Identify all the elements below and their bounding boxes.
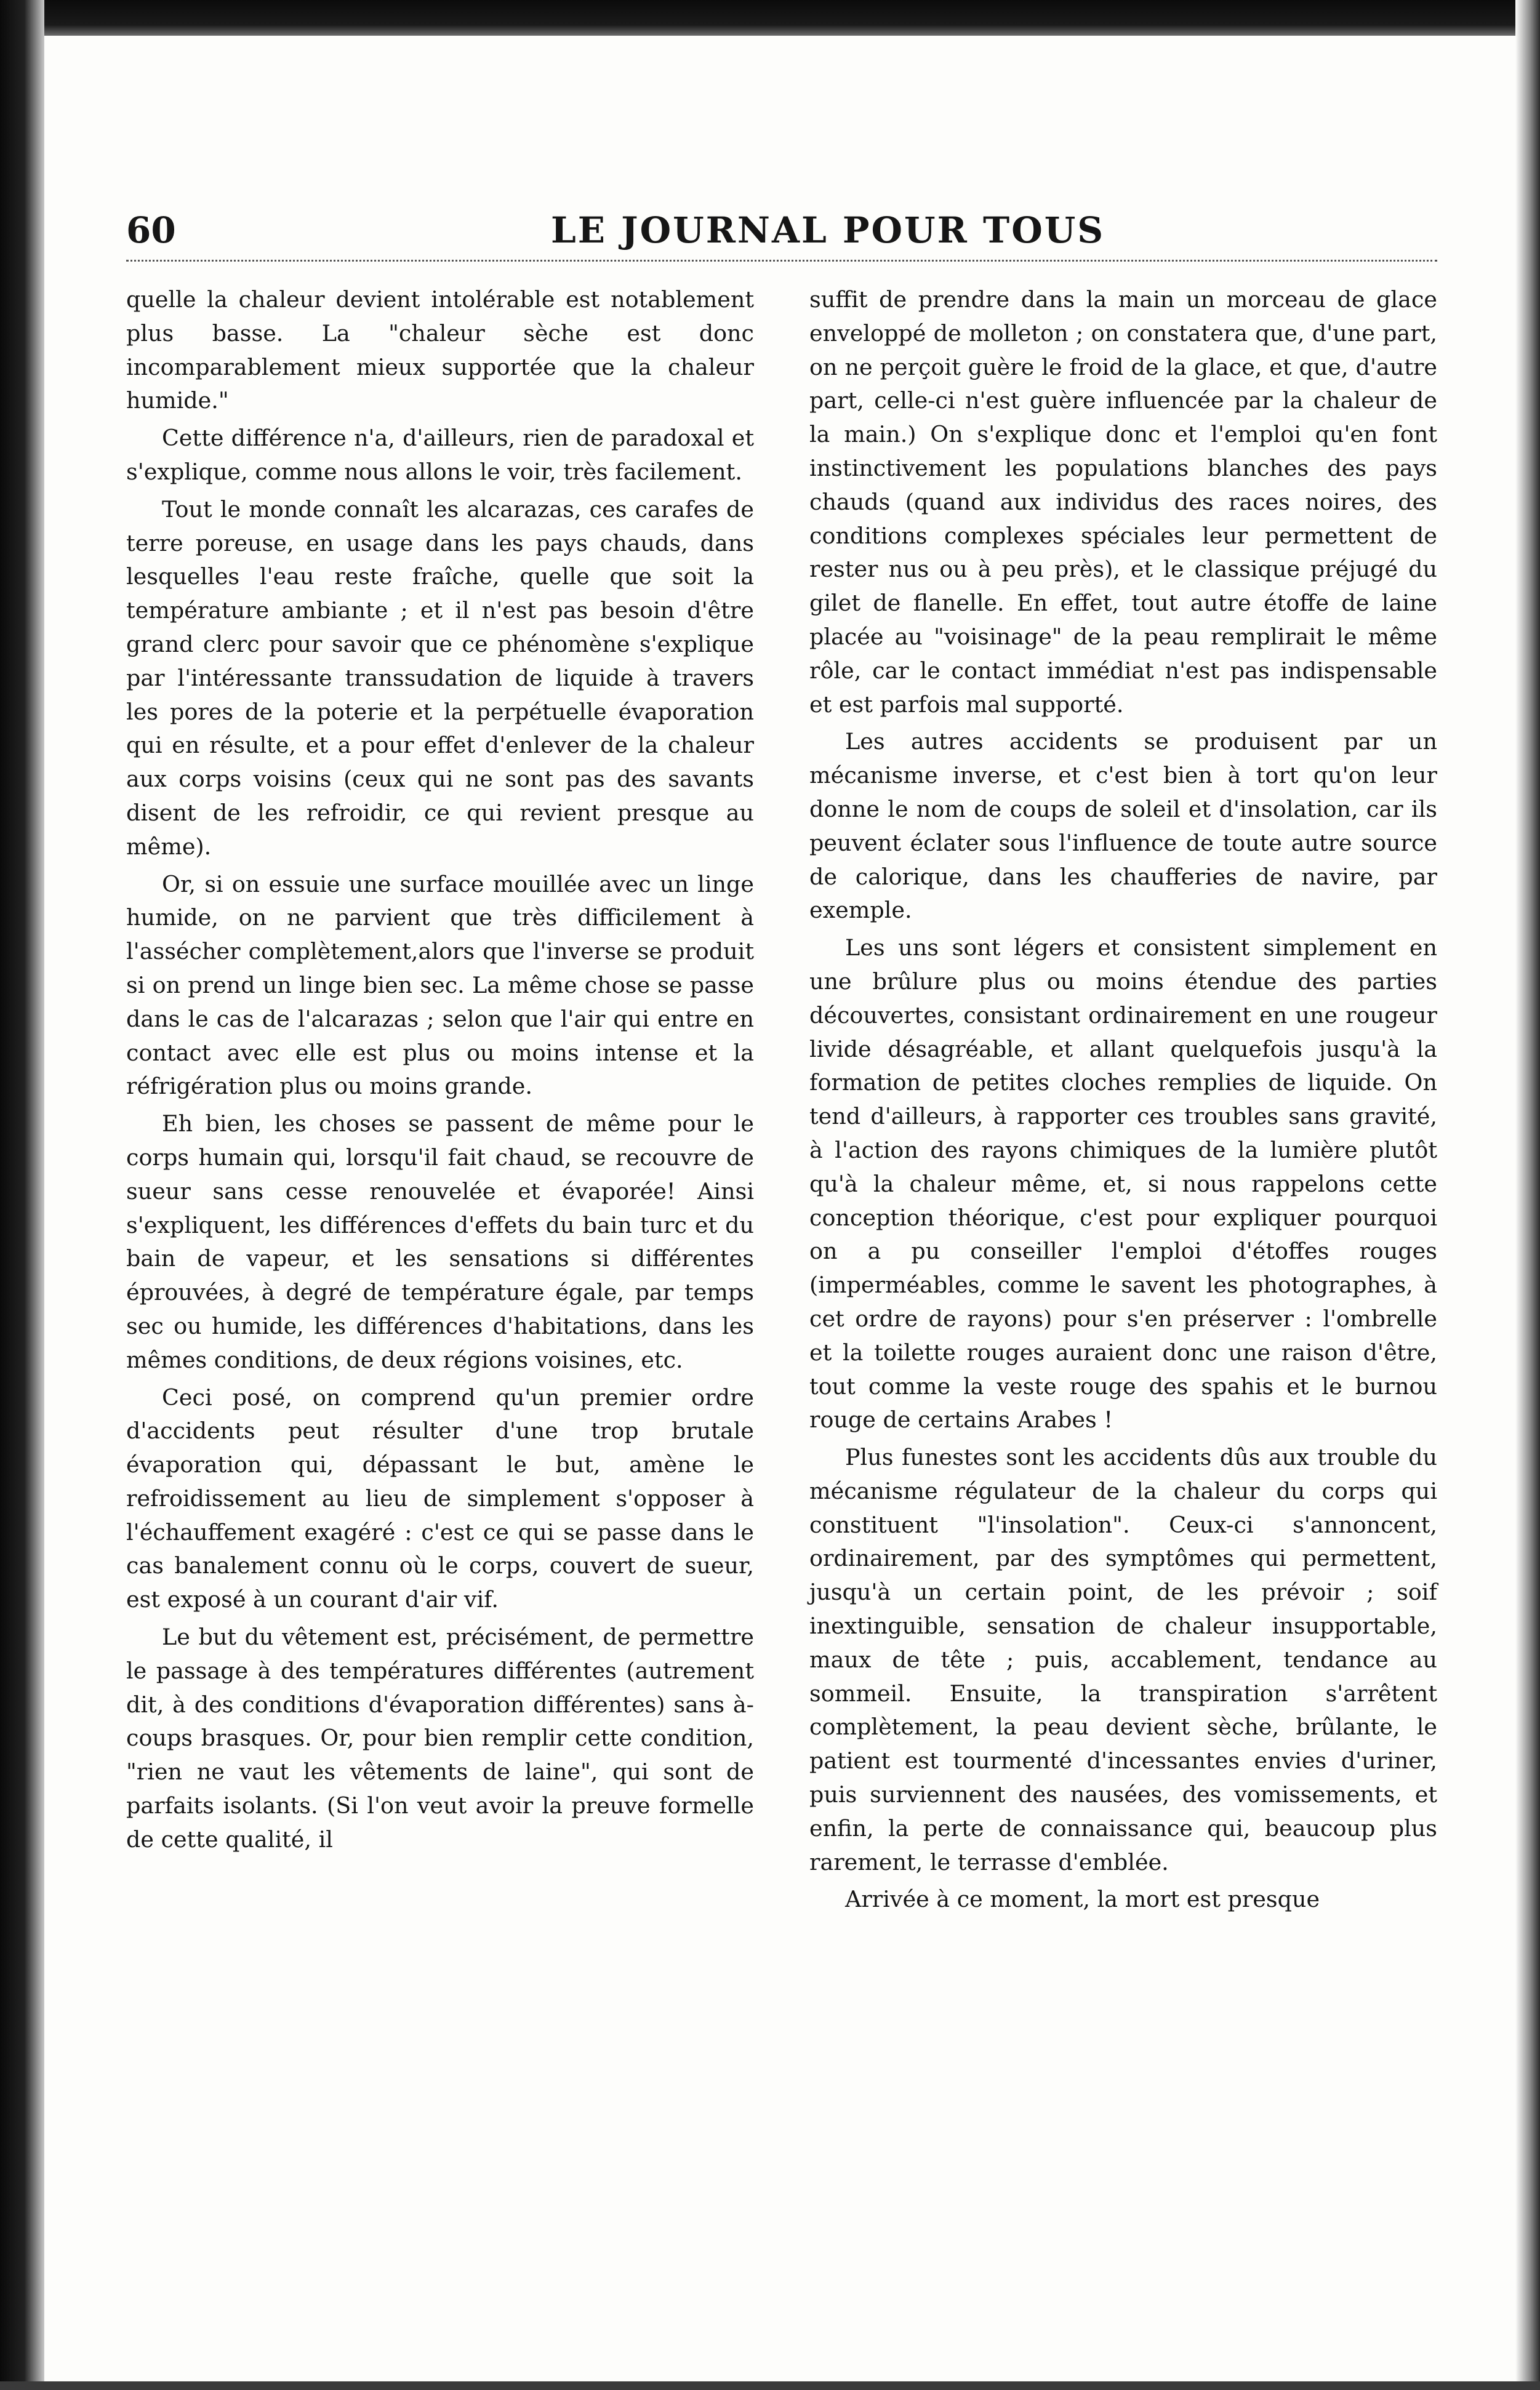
journal-page <box>126 209 1437 1913</box>
paragraph: Cette différence n'a, d'ailleurs, rien de paradoxal et s'explique, comme nous allons le voir, très facilement. <box>126 425 754 485</box>
paragraph: Eh bien, les choses se passent de même pour le corps humain qui, lorsqu'il fait chaud, se recouvre de sueur sans cesse renouvelée et évaporée! Ainsi s'expliquent, les différences d'effets du bain turc et du bain de vapeur, et les sensations si différentes éprouvées, à degré de température égale, par temps sec ou humide, les différences d'habitations, dans les mêmes conditions, de deux régions voisines, etc. <box>126 1110 754 1373</box>
paragraph: quelle la chaleur devient intolérable est notablement plus basse. La "chaleur sèche est donc incomparablement mieux supportée que la chaleur humide." <box>126 286 754 414</box>
paragraph: Or, si on essuie une surface mouillée avec un linge humide, on ne parvient que très difficilement à l'assécher complètement,alors que l'inverse se produit si on prend un linge bien sec. La même chose se passe dans le cas de l'alcarazas ; selon que l'air qui entre en contact avec elle est plus ou moins intense et la réfrigération plus ou moins grande. <box>126 870 754 1100</box>
header-rule <box>126 260 1437 262</box>
right-column <box>809 283 1437 1920</box>
paragraph: Les autres accidents se produisent par un mécanisme inverse, et c'est bien à tort qu'on leur donne le nom de coups de soleil et d'insolation, car ils peuvent éclater sous l'influence de toute autre source de calorique, dans les chaufferies de navire, par exemple. <box>809 728 1437 924</box>
page-header <box>126 209 1437 252</box>
journal-title: LE JOURNAL POUR TOUS <box>551 209 1105 251</box>
scan-border-top <box>0 0 1540 36</box>
scan-border-right <box>1515 0 1540 2390</box>
paragraph: Le but du vêtement est, précisément, de permettre le passage à des températures différentes (autrement dit, à des conditions d'évaporation différentes) sans à-coups brasques. Or, pour bien remplir cette condition, "rien ne vaut les vêtements de laine", qui sont de parfaits isolants. (Si l'on veut avoir la preuve formelle de cette qualité, il <box>126 1624 754 1853</box>
paragraph: Plus funestes sont les accidents dûs aux trouble du mécanisme régulateur de la chaleur du corps qui constituent "l'insolation". Ceux-ci s'annoncent, ordinairement, par des symptômes qui permettent, jusqu'à un certain point, de les prévoir ; soif inextinguible, sensation de chaleur insupportable, maux de tête ; puis, accablement, tendance au sommeil. Ensuite, la transpiration s'arrêtent complètement, la peau devient sèche, brûlante, le patient est tourmenté d'incessantes envies d'uriner, puis surviennent des nausées, des vomissements, et enfin, la perte de connaissance qui, beaucoup plus rarement, le terrasse d'emblée. <box>809 1444 1437 1875</box>
paragraph: Arrivée à ce moment, la mort est presque <box>845 1886 1320 1913</box>
paragraph: Les uns sont légers et consistent simplement en une brûlure plus ou moins étendue des parties découvertes, consistant ordinairement en une rougeur livide désagréable, et allant quelquefois jusqu'à la formation de petites cloches remplies de liquide. On tend d'ailleurs, à rapporter ces troubles sans gravité, à l'action des rayons chimiques de la lumière plutôt qu'à la chaleur même, et, si nous rappelons cette conception théorique, c'est pour expliquer pourquoi on a pu conseiller l'emploi d'étoffes rouges (imperméables, comme le savent les photographes, à cet ordre de rayons) pour s'en préserver : l'ombrelle et la toilette rouges auraient donc une raison d'être, tout comme la veste rouge des spahis et le burnou rouge de certains Arabes ! <box>809 934 1437 1434</box>
scan-border-left <box>0 0 44 2390</box>
scan-border-bottom <box>0 2381 1540 2390</box>
paragraph: suffit de prendre dans la main un morceau de glace enveloppé de molleton ; on constatera que, d'une part, on ne perçoit guère le froid de la glace, et que, d'autre part, celle-ci n'est guère influencée par la chaleur de la main.) On s'explique donc et l'emploi qu'en font instinctivement les populations blanches des pays chauds (quand aux individus des races noires, des conditions complexes spéciales leur permettent de rester nus ou à peu près), et le classique préjugé du gilet de flanelle. En effet, tout autre étoffe de laine placée au "voisinage" de la peau remplirait le même rôle, car le contact immédiat n'est pas indispensable et est parfois mal supporté. <box>809 286 1437 718</box>
paragraph: Tout le monde connaît les alcarazas, ces carafes de terre poreuse, en usage dans les pays chauds, dans lesquelles l'eau reste fraîche, quelle que soit la température ambiante ; et il n'est pas besoin d'être grand clerc pour savoir que ce phénomène s'explique par l'intéressante transsudation de liquide à travers les pores de la poterie et la perpétuelle évaporation qui en résulte, et a pour effet d'enlever de la chaleur aux corps voisins (ceux qui ne sont pas des savants disent de les refroidir, ce qui revient presque au même). <box>126 495 754 860</box>
paragraph: Ceci posé, on comprend qu'un premier ordre d'accidents peut résulter d'une trop brutale évaporation qui, dépassant le but, amène le refroidissement au lieu de simplement s'opposer à l'échauffement exagéré : c'est ce qui se passe dans le cas banalement connu où le corps, couvert de sueur, est exposé à un courant d'air vif. <box>126 1384 754 1613</box>
page-number: 60 <box>126 209 176 251</box>
left-column <box>126 283 754 1861</box>
